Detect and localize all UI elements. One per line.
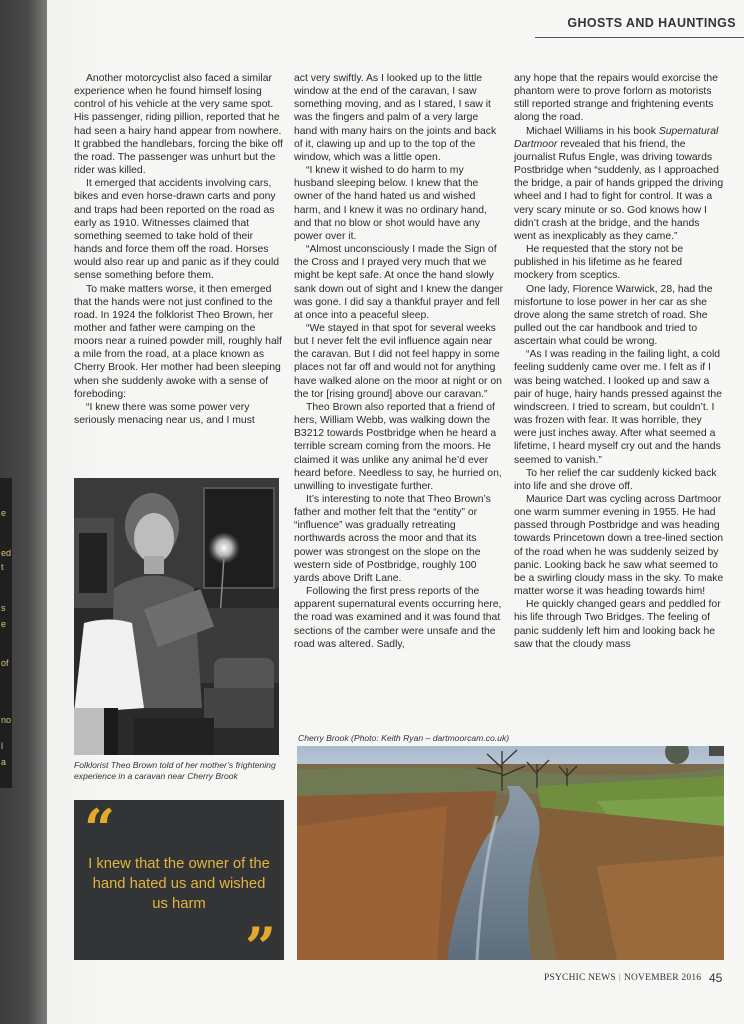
page-footer <box>544 973 701 983</box>
paragraph: “As I was reading in the failing light, a cold feeling suddenly came over me. I felt as if I was being watched. I looked up and saw a pair of huge, hairy hands pressed against the windscreen. I tried to scream, but couldn’t. I was frozen with fear. It was horrible, they were just inches away. After what seemed a lifetime, I heard myself cry out and the hands seemed to vanish.” <box>514 349 722 466</box>
photo-caption-theo-brown: Folklorist Theo Brown told of her mother’s frightening experience in a caravan near Cherry Brook <box>74 760 276 781</box>
open-quote-mark: “ <box>84 797 116 861</box>
theo-brown-photo-image <box>74 478 279 755</box>
spine-text-fragment: e <box>1 508 7 518</box>
pull-quote-text: I knew that the owner of the hand hated us and wished us harm <box>88 856 270 912</box>
magazine-spine <box>0 0 47 1024</box>
paragraph: Theo Brown also reported that a friend of hers, William Webb, was walking down the B3212 towards Postbridge when he heard a terrible scream coming from the moors. He claimed it was unlike any animal he’d ever heard before. Needless to say, he hurried on, unwilling to investigate further. <box>294 401 502 492</box>
paragraph: act very swiftly. As I looked up to the little window at the end of the caravan, I saw something moving, and as I stared, I saw it was the fingers and palm of a very large hand with many hairs on the joints and back of it, clawing up and up to the top of the window, which was a little open. <box>294 73 497 163</box>
pull-quote-box <box>74 797 284 979</box>
article-column-3 <box>514 72 724 697</box>
spine-text-fragment: s <box>1 603 6 613</box>
book-title: Supernatural Dartmoor <box>514 125 719 150</box>
issue-date: NOVEMBER 2016 <box>623 973 702 983</box>
paragraph-text: Michael Williams in his book <box>526 125 659 137</box>
spine-text-fragment: t <box>1 562 4 572</box>
paragraph: Another motorcyclist also faced a similar experience when he found himself losing control of his vehicle at the very same spot. His passenger, riding pillion, reported that he had seen a hairy hand appear from nowhere. It grabbed the handlebars, forcing the bike off the road. The passenger was unhurt but the rider was killed. <box>74 73 283 177</box>
theo-brown-photo <box>74 478 279 755</box>
page-number: 45 <box>709 971 723 985</box>
paragraph: He quickly changed gears and peddled for his life through Two Bridges. The feeling of panic suddenly left him and looking back he saw that the cloudy mass <box>514 599 721 650</box>
spine-text-fragment: a <box>1 757 7 767</box>
spine-text-fragment: e <box>1 619 7 629</box>
close-quote-mark: ” <box>244 915 276 979</box>
footer-separator: | <box>618 973 621 983</box>
header-rule <box>535 37 744 38</box>
paragraph: Maurice Dart was cycling across Dartmoor one warm summer evening in 1955. He had passed through Postbridge and was heading towards Princetown down a tree-lined section of the road when he was suddenly seized by panic. Looking back he saw what seemed to be a swirling cloudy mass in the sky. To make matter worse it was heading towards him! <box>514 494 724 598</box>
paragraph: It emerged that accidents involving cars, bikes and even horse-drawn carts and pony and traps had been reported on the road as early as 1910. Witnesses claimed that something seemed to take hold of their hands and force them off the road. Horses would also rear up and panic as if they could sense something before them. <box>74 178 280 282</box>
paragraph: To make matters worse, it then emerged that the hands were not just confined to the road. In 1924 the folklorist Theo Brown, her mother and father were camping on the moors near a ruined powder mill, roughly half a mile from the road, at a place known as Cherry Brook. Her mother had been sleeping when she suddenly awoke with a sense of foreboding: <box>74 283 282 400</box>
spine-text-fragment: ed <box>1 548 12 558</box>
paragraph: “I knew there was some power very seriously menacing near us, and I must <box>74 401 255 427</box>
paragraph: “We stayed in that spot for several weeks but I never felt the evil influence again near the caravan. But I did not feel happy in some places not far off and would not for anything have walked alone on the moor at night or on the tor [rising ground] above our caravan.” <box>294 322 502 400</box>
photo-caption-cherry-brook: Cherry Brook (Photo: Keith Ryan – dartmoorcam.co.uk) <box>298 733 510 743</box>
paragraph: He requested that the story not be published in his lifetime as he feared mockery from sceptics. <box>514 244 684 282</box>
paragraph: It’s interesting to note that Theo Brown’s father and mother felt that the “entity” or “influence” was gradually retreating northwards across the moor and that its power was strongest on the slope on the western side of Postbridge, roughly 100 yards above Drift Lane. <box>294 494 491 584</box>
paragraph: any hope that the repairs would exorcise the phantom were to prove forlorn as motorists still reported strange and frightening events along the road. <box>514 73 718 124</box>
cherry-brook-photo-image <box>297 746 724 960</box>
spine-text-fragment: l <box>1 741 3 751</box>
paragraph <box>514 125 724 243</box>
article-column-2 <box>294 72 504 697</box>
paragraph: Following the first press reports of the apparent supernatural events occurring here, the road was examined and it was found that sections of the camber were unsafe and the road was altered. Sadly, <box>294 586 502 650</box>
paragraph: “Almost unconsciously I made the Sign of the Cross and I prayed very much that we might be kept safe. At once the hand slowly sank down out of sight and I knew the danger was gone. I did say a thankful prayer and fell at once into a peaceful sleep. <box>294 244 504 321</box>
section-header: GHOSTS AND HAUNTINGS <box>567 16 736 30</box>
magazine-page <box>47 0 744 1024</box>
paragraph: To her relief the car suddenly kicked back into life and she drove off. <box>514 467 717 492</box>
article-column-1 <box>74 72 284 472</box>
paragraph: One lady, Florence Warwick, 28, had the misfortune to lose power in her car as she drove along the same stretch of road. She pulled out the car handbook and tried to ascertain what could be wrong. <box>514 283 713 348</box>
spine-text-fragment: no <box>1 715 12 725</box>
publication-name: PSYCHIC NEWS <box>544 973 616 983</box>
paragraph: “I knew it wished to do harm to my husband sleeping below. I knew that the owner of the hand hated us and wished harm, and I knew it was no ordinary hand, and that no blow or shot would have any power over it. <box>294 165 487 242</box>
paragraph-text: revealed that his friend, the journalist Rufus Engle, was driving towards Postbridge when “suddenly, as I approached the bridge, a pair of hands gripped the driving wheel and I had to fight for control. It was a very scary minute or so. God knows how I didn’t crash at the bridge, and the hands went as inexplicably as they came.” <box>514 138 724 242</box>
spine-text-fragment: of <box>1 658 9 668</box>
cherry-brook-photo <box>297 746 724 960</box>
